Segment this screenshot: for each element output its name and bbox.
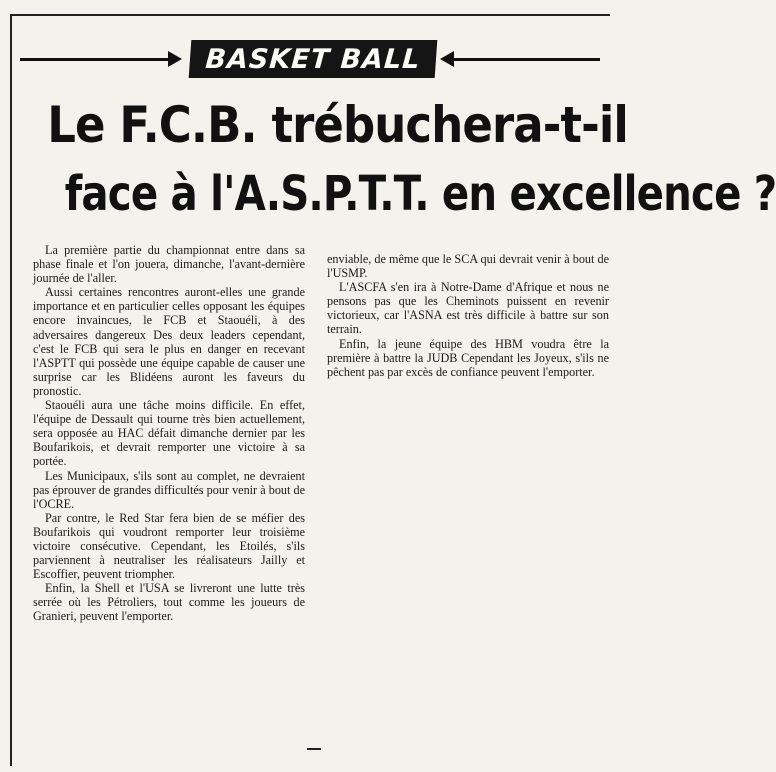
article-column-right	[327, 252, 609, 379]
headline-line-1: Le F.C.B. trébuchera-t-il	[47, 96, 628, 154]
paragraph: La première partie du championnat entre dans sa phase finale et l'on jouera, dimanche, l'avant-dernière journée de l'aller.	[33, 243, 305, 286]
rubric-banner	[20, 38, 600, 86]
paragraph: Aussi certaines rencontres auront-elles une grande importance et en particulier celles opposant les équipes encore invaincues, le FCB et Staouéli, à des adversaires dangereux Des deux leaders cependant, c'est le FCB qui sera le plus en danger en recevant l'ASPTT qui possède une équipe capable de causer une surprise car les Blidéens auront les faveurs du pronostic.	[33, 285, 305, 398]
article-column-left	[33, 243, 305, 624]
column-end-rule	[307, 748, 321, 750]
paragraph: Enfin, la jeune équipe des HBM voudra être la première à battre la JUDB Cependant les Joyeux, s'ils ne pêchent pas par excès de confiance peuvent l'emporter.	[327, 336, 609, 379]
paragraph: L'ASCFA s'en ira à Notre-Dame d'Afrique et nous ne pensons pas que les Cheminots puissent en revenir victorieux, car l'ASNA est très difficile à battre sur son terrain.	[327, 280, 609, 337]
paragraph: Enfin, la Shell et l'USA se livreront une lutte très serrée où les Pétroliers, tout comme les joueurs de Granieri, peuvent l'emporter.	[33, 581, 305, 624]
rubric-label: BASKET BALL	[189, 40, 438, 78]
arrow-left-icon	[452, 58, 600, 61]
paragraph: Les Municipaux, s'ils sont au complet, ne devraient pas éprouver de grandes difficultés pour venir à bout de l'OCRE.	[33, 468, 305, 511]
paragraph: enviable, de même que le SCA qui devrait venir à bout de l'USMP.	[327, 252, 609, 281]
paragraph: Staouéli aura une tâche moins difficile. En effet, l'équipe de Dessault qui tourne très bien actuellement, sera opposée au HAC défait dimanche dernier par les Boufarikois, et devrait remporter une victoire à sa portée.	[33, 398, 305, 469]
arrow-right-icon	[20, 58, 170, 61]
paragraph: Par contre, le Red Star fera bien de se méfier des Boufarikois qui voudront remporter leur troisième victoire consécutive. Cependant, les Etoilés, s'ils parviennent à neutraliser les réalisateurs Jailly et Escoffier, peuvent triompher.	[33, 510, 305, 582]
headline-line-2: face à l'A.S.P.T.T. en excellence ?	[64, 166, 776, 222]
